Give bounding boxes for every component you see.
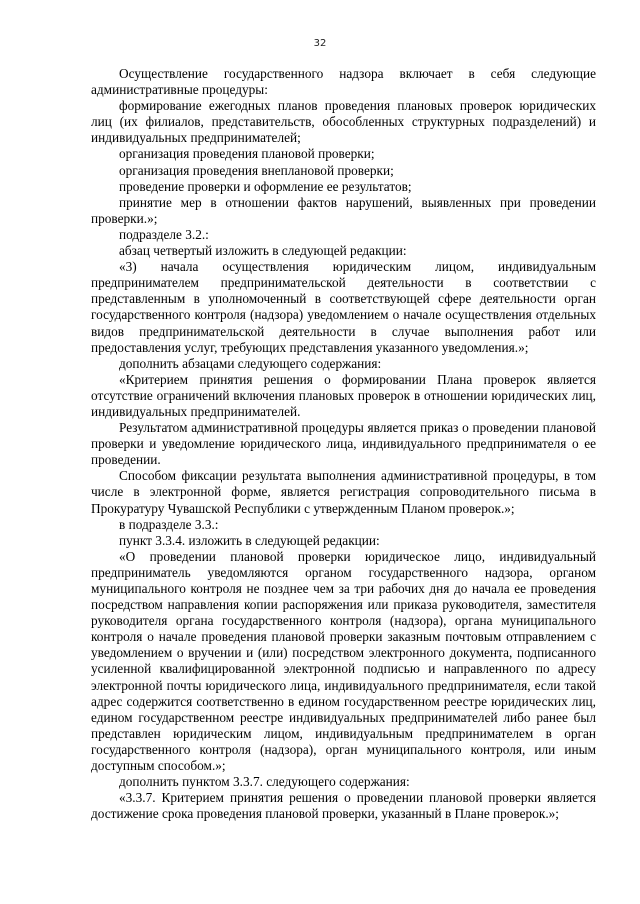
page-number: 32 <box>313 38 327 49</box>
paragraph: организация проведения плановой проверки; <box>119 146 375 162</box>
paragraph: Способом фиксации результата выполнения административной процедуры, в том числе в электронной форме, является регистрация сопроводительного письма в Прокуратуру Чувашской Республики с утвержденным Планом проверок.»; <box>91 468 596 516</box>
paragraph: «3) начала осуществления юридическим лицом, индивидуальным предпринимателем предпринимательской деятельности в соответствии с представленным в уполномоченный в соответствующей сфере деятельности орган государственного контроля (надзора) уведомлением о начале осуществления отдельных видов предпринимательской деятельности в случае выполнения работ или предоставления услуг, требующих представления указанного уведомления.»; <box>91 259 596 355</box>
document-body <box>91 66 596 822</box>
paragraph: «О проведении плановой проверки юридическое лицо, индивидуальный предприниматель уведомляются органом государственного надзора, органом муниципального контроля не позднее чем за три рабочих дня до начала ее проведения посредством направления копии распоряжения или приказа руководителя, заместителя руководителя органа государственного контроля (надзора), органа муниципального контроля о начале проведения плановой проверки заказным почтовым отправлением с уведомлением о вручении и (или) посредством электронного документа, подписанного усиленной квалифицированной электронной подписью и направленного по адресу электронной почты юридического лица, индивидуального предпринимателя, если такой адрес содержится соответственно в едином государственном реестре юридических лиц, едином государственном реестре индивидуальных предпринимателей либо ранее был представлен юридическим лицом, индивидуальным предпринимателем в орган государственного контроля (надзора), орган муниципального контроля, или иным доступным способом.»; <box>91 548 596 774</box>
paragraph: принятие мер в отношении фактов нарушений, выявленных при проведении проверки.»; <box>91 194 596 226</box>
paragraph: пункт 3.3.4. изложить в следующей редакции: <box>119 532 380 548</box>
paragraph: Результатом административной процедуры является приказ о проведении плановой проверки и уведомление юридического лица, индивидуального предпринимателя о ее проведении. <box>91 420 596 468</box>
paragraph: «3.3.7. Критерием принятия решения о проведении плановой проверки является достижение срока проведения плановой проверки, указанный в Плане проверок.»; <box>91 790 596 822</box>
paragraph: абзац четвертый изложить в следующей редакции: <box>119 243 407 259</box>
paragraph: дополнить пунктом 3.3.7. следующего содержания: <box>119 774 410 790</box>
paragraph: организация проведения внеплановой проверки; <box>119 162 394 178</box>
paragraph: Осуществление государственного надзора включает в себя следующие административные процедуры: <box>91 66 596 98</box>
paragraph: подразделе 3.2.: <box>119 226 209 242</box>
paragraph: в подразделе 3.3.: <box>119 516 219 532</box>
paragraph: «Критерием принятия решения о формировании Плана проверок является отсутствие ограничений включения плановых проверок в отношении юридических лиц, индивидуальных предпринимателей. <box>91 371 596 419</box>
paragraph: проведение проверки и оформление ее результатов; <box>119 178 412 194</box>
paragraph: дополнить абзацами следующего содержания: <box>119 355 382 371</box>
paragraph: формирование ежегодных планов проведения плановых проверок юридических лиц (их филиалов, представительств, обособленных структурных подразделений) и индивидуальных предпринимателей; <box>91 98 596 146</box>
